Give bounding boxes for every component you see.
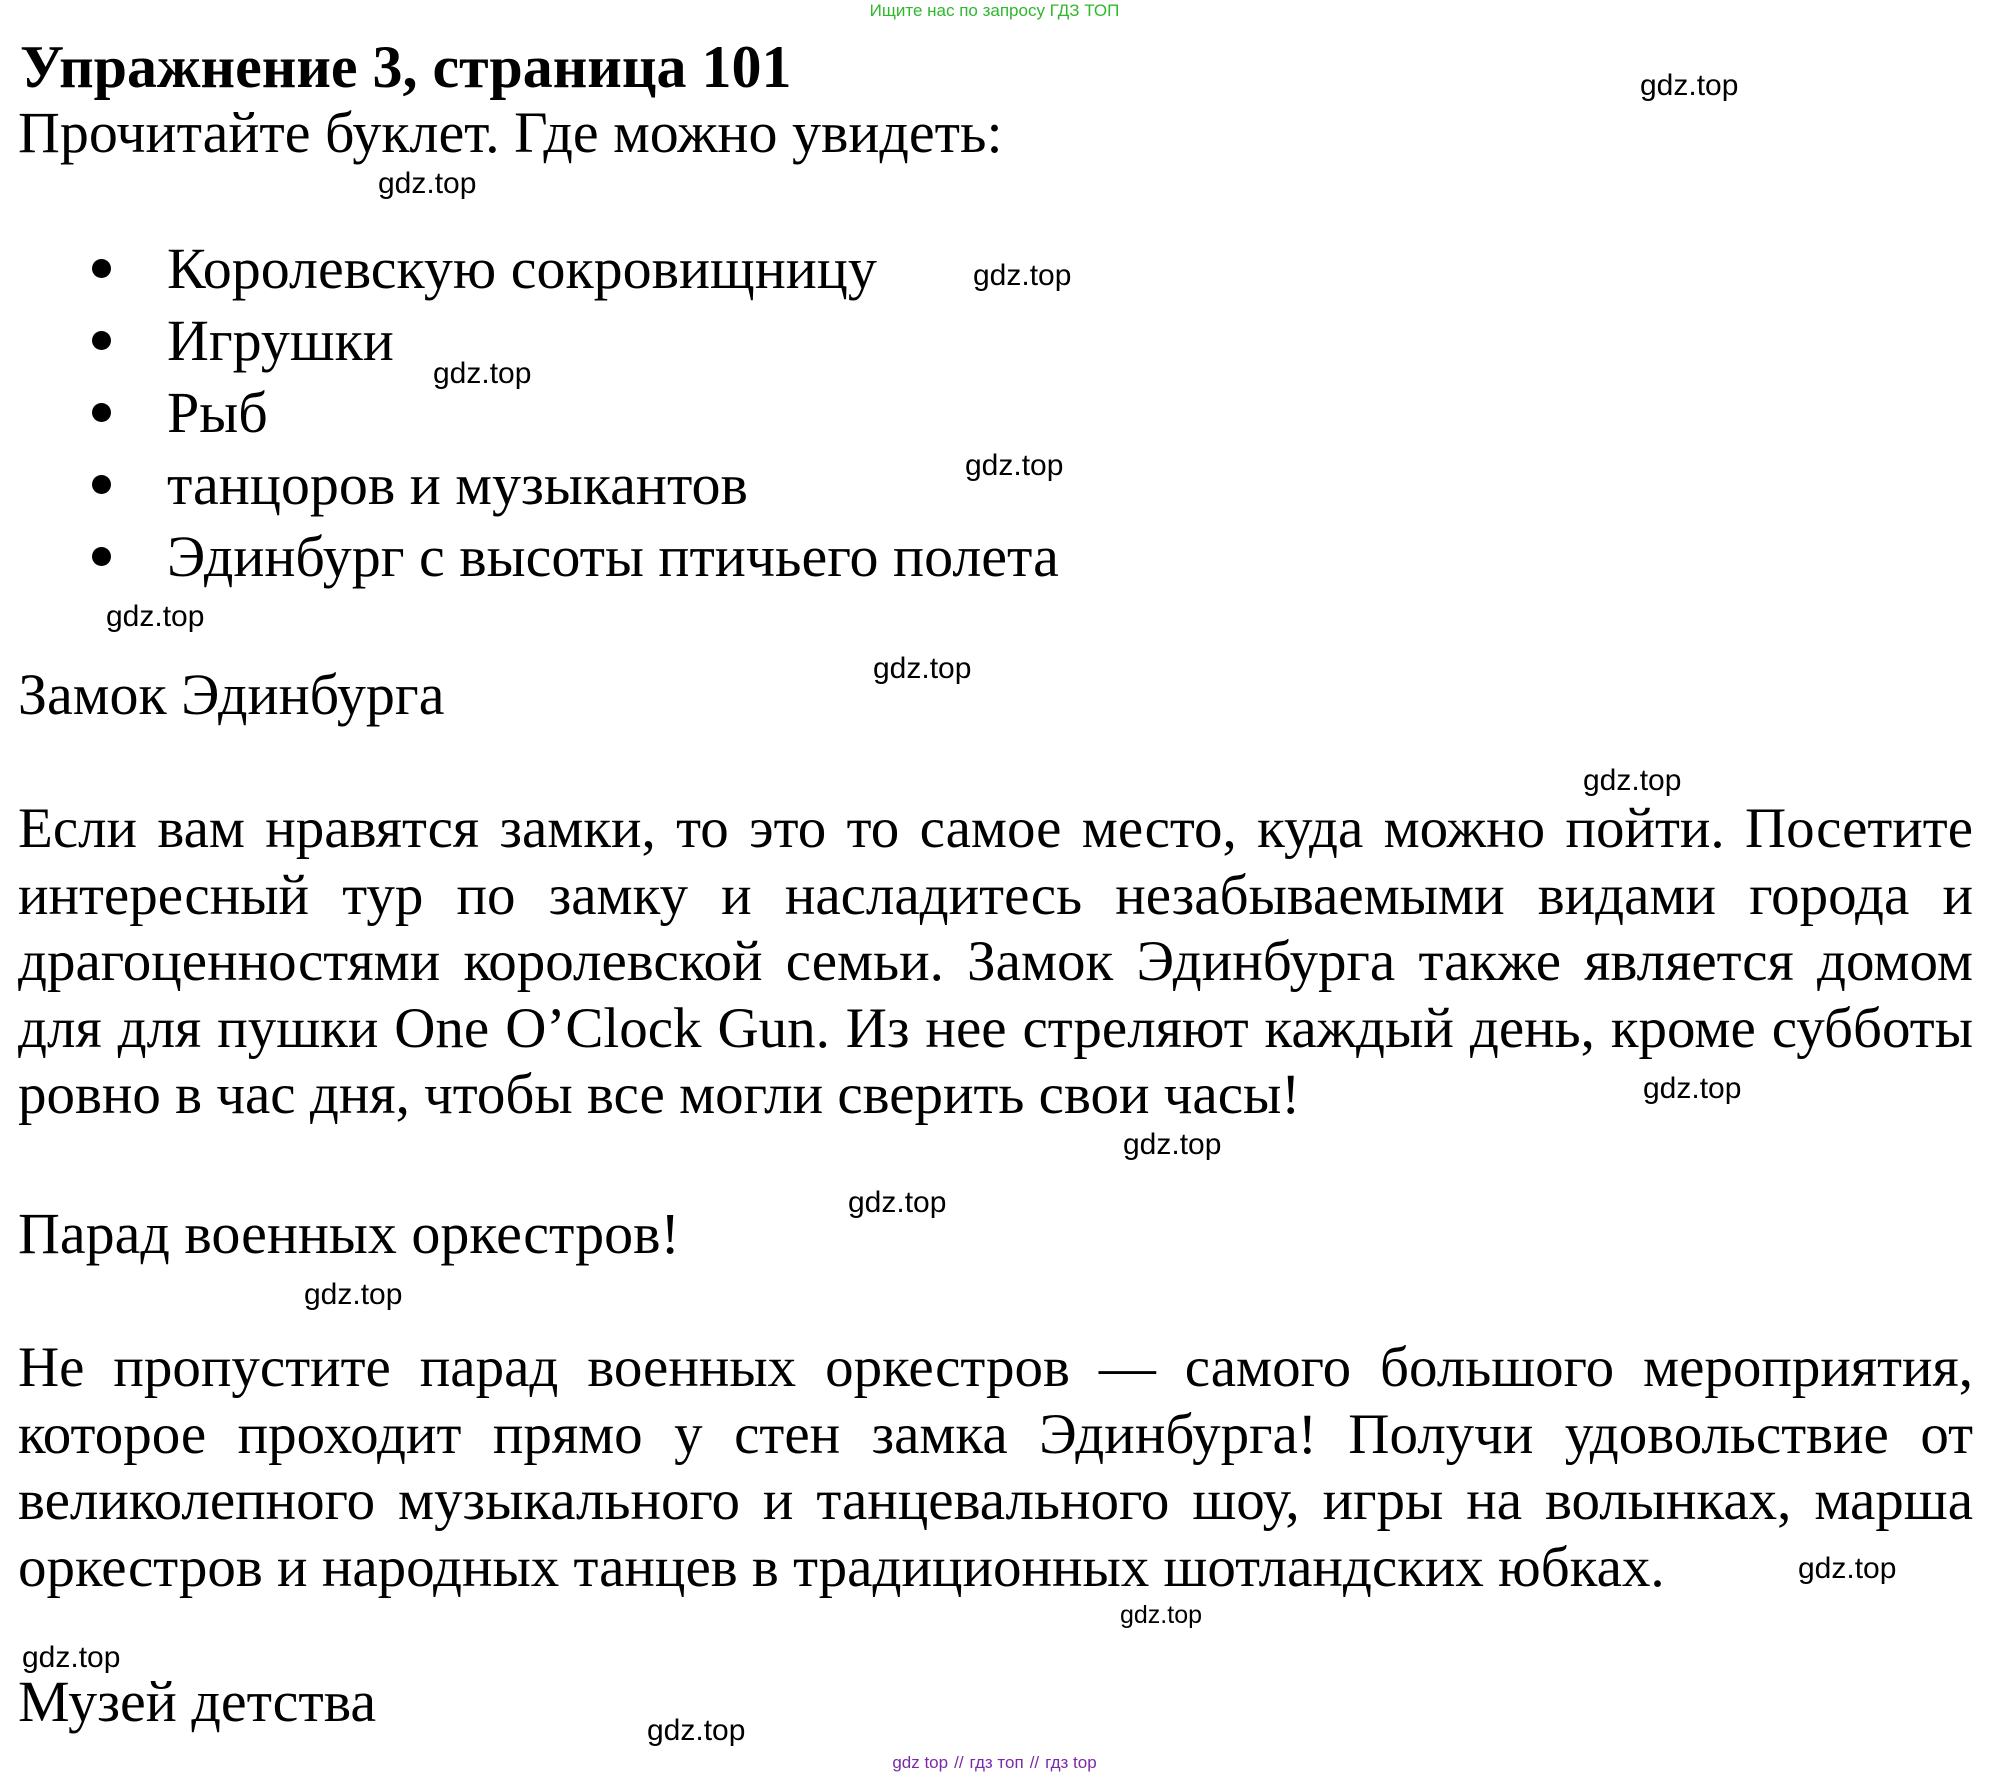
watermark: gdz.top [1640,69,1739,102]
footer-link[interactable]: гдз топ [969,1753,1024,1772]
list-item [92,234,877,304]
bullet-icon [92,259,111,278]
list-item-text: Эдинбург с высоты птичьего полета [167,524,1059,589]
watermark: gdz.top [304,1278,403,1311]
watermark: gdz.top [1798,1552,1897,1585]
footer-link[interactable]: gdz top [892,1753,949,1772]
watermark: gdz.top [965,449,1064,482]
footer-links [0,1752,1989,1774]
list-item-text: Игрушки [167,308,394,373]
watermark: gdz.top [1120,1601,1203,1629]
footer-link[interactable]: гдз top [1045,1753,1097,1772]
footer-separator: // [954,1753,964,1772]
list-item [92,450,748,520]
watermark: gdz.top [378,167,477,200]
watermark: gdz.top [106,600,205,633]
footer-separator: // [1029,1753,1040,1772]
exercise-title: Упражнение 3, страница 101 [20,34,792,100]
paragraph-line: интересный тур по замку и насладитесь незабываемыми видами города и [18,863,1973,927]
watermark: gdz.top [647,1714,746,1747]
paragraph-line: оркестров и народных танцев в традиционных шотландских юбках. [18,1535,1665,1599]
watermark: gdz.top [1583,764,1682,797]
paragraph-line: драгоценностями королевской семьи. Замок Эдинбурга также является домом [18,930,1973,993]
list-item-text: Королевскую сокровищницу [167,236,877,301]
list-item [92,378,268,448]
paragraph-parade [18,1335,1973,1601]
list-item-text: Рыб [167,380,268,445]
watermark: gdz.top [433,357,532,390]
bullet-icon [92,475,111,494]
watermark: gdz.top [22,1641,121,1674]
paragraph-line: для для пушки One O’Clock Gun. Из нее стреляют каждый день, кроме субботы [18,996,1973,1060]
watermark: gdz.top [1643,1072,1742,1105]
list-item [92,522,1059,592]
paragraph-line: великолепного музыкального и танцевального шоу, игры на волынках, марша [18,1469,1973,1532]
paragraph-line: Если вам нравятся замки, то это то самое место, куда можно пойти. Посетите [18,797,1973,860]
section-heading-parade: Парад военных оркестров! [18,1201,680,1266]
top-banner[interactable]: Ищите нас по запросу ГДЗ ТОП [869,1,1120,20]
watermark: gdz.top [973,259,1072,292]
bullet-icon [92,331,111,350]
watermark: gdz.top [848,1186,947,1219]
section-heading-museum: Музей детства [18,1669,377,1734]
watermark: gdz.top [1123,1128,1222,1161]
paragraph-line: которое проходит прямо у стен замка Эдинбурга! Получи удовольствие от [18,1402,1973,1466]
list-item-text: танцоров и музыкантов [167,452,748,517]
paragraph-line: Не пропустите парад военных оркестров — самого большого мероприятия, [18,1336,1973,1399]
section-heading-castle: Замок Эдинбурга [18,662,445,727]
watermark: gdz.top [873,652,972,685]
paragraph-line: ровно в час дня, чтобы все могли сверить свои часы! [18,1063,1301,1126]
list-item [92,306,394,376]
bullet-icon [92,547,111,566]
exercise-prompt: Прочитайте буклет. Где можно увидеть: [18,100,1003,165]
bullet-icon [92,403,111,422]
